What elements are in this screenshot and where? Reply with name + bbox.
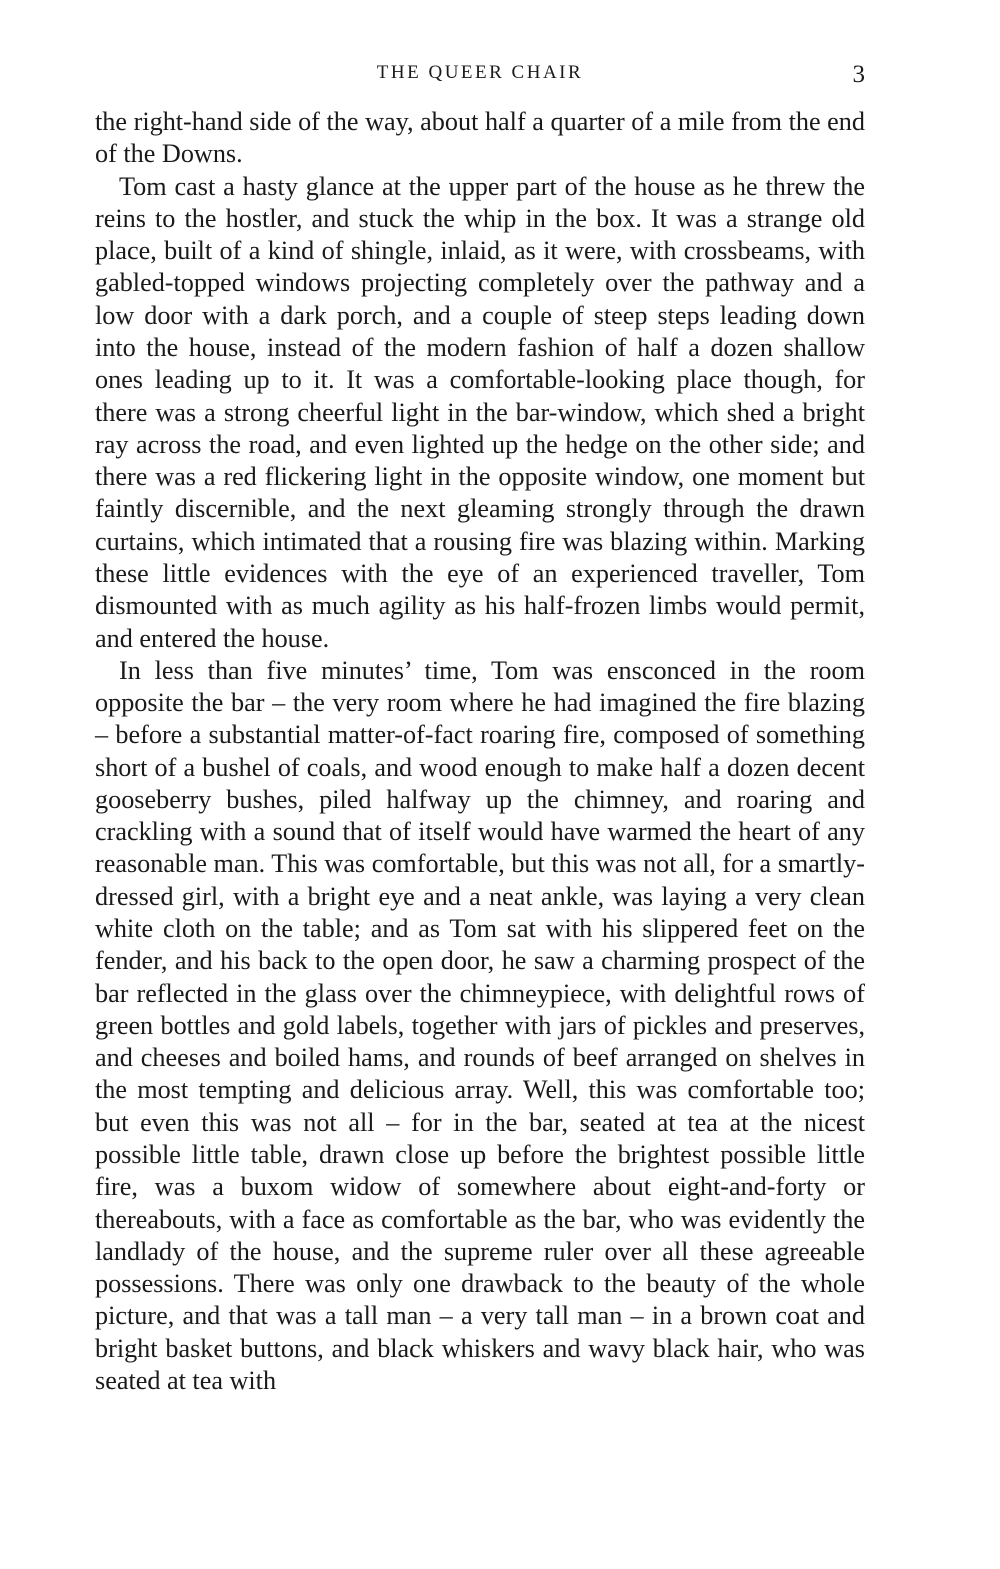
running-head [95,58,865,88]
paragraph-inn-description: Tom cast a hasty glance at the upper part of the house as he threw the reins to the hostler, and stuck the whip in the box. It was a strange old place, built of a kind of shingle, inlaid, as it were, with crossbeams, with gabled-topped windows projecting completely over the pathway and a low door with a dark porch, and a couple of steep steps leading down into the house, instead of the modern fashion of half a dozen shallow ones leading up to it. It was a comfortable-looking place though, for there was a strong cheerful light in the bar-window, which shed a bright ray across the road, and even lighted up the hedge on the other side; and there was a red flickering light in the opposite window, one moment but faintly discernible, and the next gleaming strongly through the drawn curtains, which intimated that a rousing fire was blazing within. Marking these little evidences with the eye of an experienced traveller, Tom dismounted with as much agility as his half-frozen limbs would permit, and entered the house. [95,171,865,653]
page-number: 3 [852,61,865,88]
running-title: THE QUEER CHAIR [376,62,584,83]
body-text [95,106,865,1397]
paragraph-fireside-room: In less than five minutes’ time, Tom was ensconced in the room opposite the bar – the very room where he had imagined the fire blazing – before a substantial matter-of-fact roaring fire, composed of something short of a bushel of coals, and wood enough to make half a dozen decent gooseberry bushes, piled halfway up the chimney, and roaring and crackling with a sound that of itself would have warmed the heart of any reasonable man. This was comfortable, but this was not all, for a smartly-dressed girl, with a bright eye and a neat ankle, was laying a very clean white cloth on the table; and as Tom sat with his slippered feet on the fender, and his back to the open door, he saw a charming prospect of the bar reflected in the glass over the chimneypiece, with delightful rows of green bottles and gold labels, together with jars of pickles and preserves, and cheeses and boiled hams, and rounds of beef arranged on shelves in the most tempting and delicious array. Well, this was comfortable too; but even this was not all – for in the bar, seated at tea at the nicest possible little table, drawn close up before the brightest possible little fire, was a buxom widow of somewhere about eight-and-forty or thereabouts, with a face as comfortable as the bar, who was evidently the landlady of the house, and the supreme ruler over all these agreeable possessions. There was only one drawback to the beauty of the whole picture, and that was a tall man – a very tall man – in a brown coat and bright basket buttons, and black whiskers and wavy black hair, who was seated at tea with [95,655,865,1395]
paragraph-continued: the right-hand side of the way, about half a quarter of a mile from the end of the Downs. [95,107,865,169]
